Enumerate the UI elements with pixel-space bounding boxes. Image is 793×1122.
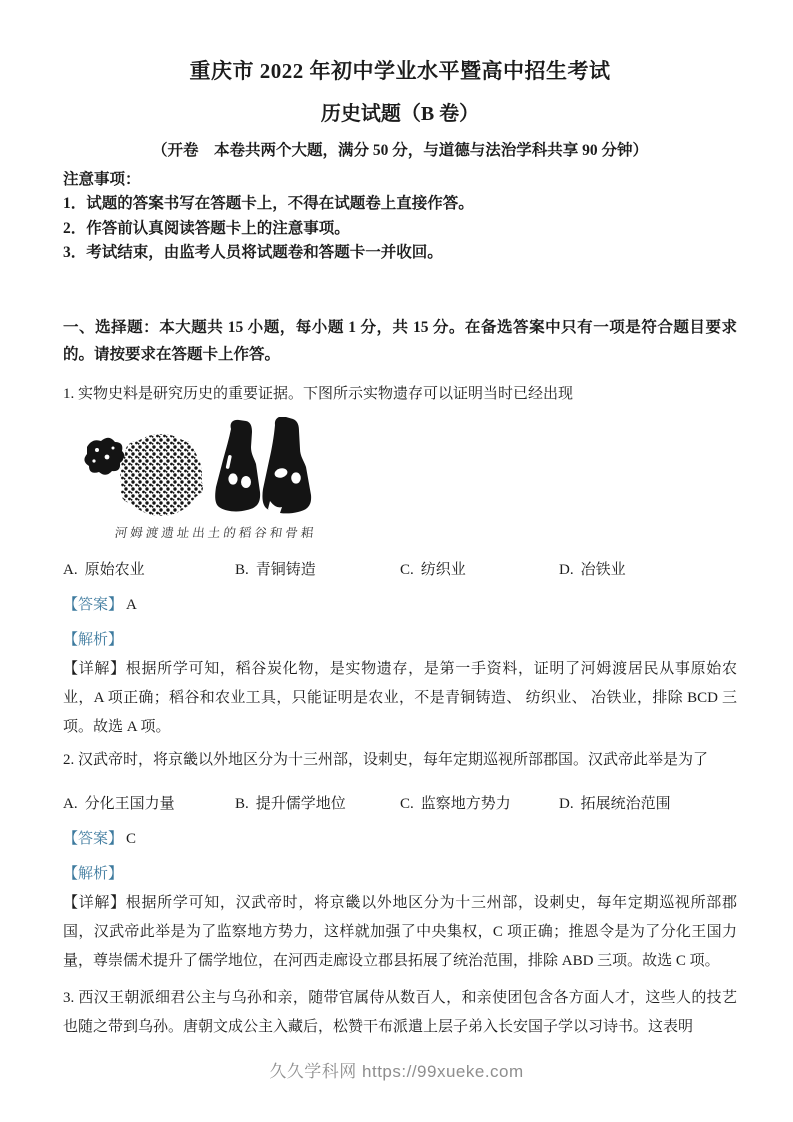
answer-line <box>63 591 737 620</box>
analysis-label: 【解析】 <box>63 632 124 649</box>
rice-grain-cluster-graphic <box>84 438 124 475</box>
question-stem: 2. 汉武帝时，将京畿以外地区分为十三州部，设刺史，每年定期巡视所部郡国。汉武帝此举是为了 <box>63 752 709 769</box>
option-c <box>400 556 559 585</box>
option-text: 分化王国力量 <box>84 796 175 813</box>
question-block-2 <box>63 746 737 976</box>
option-b <box>235 790 400 819</box>
option-label: A. <box>63 562 78 579</box>
analysis-label: 【解析】 <box>63 866 124 883</box>
option-a <box>63 556 235 585</box>
section-heading: 一、选择题：本大题共 15 小题，每小题 1 分，共 15 分。在备选答案中只有一项是符合题目要求的。请按要求在答题卡上作答。 <box>63 319 737 364</box>
option-label: C. <box>400 796 414 813</box>
option-d <box>559 556 626 585</box>
notice-item-1: 1．试题的答案书写在答题卡上，不得在试题卷上直接作答。 <box>63 195 474 212</box>
detail-paragraph: 【详解】根据所学可知，汉武帝时，将京畿以外地区分为十三州部，设刺史，每年定期巡视所部郡国，汉武帝此举是为了监察地方势力，这样就加强了中央集权，C 项正确；推恩令是为了分化王国力量，尊崇儒术提升了儒学地位，在河西走廊设立郡县拓展了统治范围，排除 ABD 三项。故选 C 项。 <box>63 895 737 970</box>
footer-watermark: 久久学科网 https://99xueke.com <box>269 1062 524 1081</box>
exam-info-line: （开卷 本卷共两个大题，满分 50 分，与道德与法治学科共享 90 分钟） <box>151 142 648 159</box>
option-label: A. <box>63 796 78 813</box>
option-c <box>400 790 559 819</box>
options-row <box>63 556 737 585</box>
page-subtitle: 历史试题（B 卷） <box>320 103 480 125</box>
question-stem: 1. 实物史料是研究历史的重要证据。下图所示实物遗存可以证明当时已经出现 <box>63 386 574 403</box>
option-label: B. <box>235 796 249 813</box>
question-block-3 <box>63 984 737 1042</box>
carbonized-rice-ball-graphic <box>120 434 203 516</box>
option-a <box>63 790 235 819</box>
detail-paragraph: 【详解】根据所学可知，稻谷炭化物，是实物遗存，是第一手资料，证明了河姆渡居民从事原始农业，A 项正确；稻谷和农业工具，只能证明是农业，不是青铜铸造、 纺织业、 冶铁业，排除 BCD 三项。故选 A 项。 <box>63 661 737 736</box>
document-content <box>63 0 737 1042</box>
bone-si-tool-right-graphic <box>262 417 311 514</box>
option-text: 提升儒学地位 <box>255 796 346 813</box>
option-b <box>235 556 400 585</box>
answer-label: 【答案】 <box>63 831 124 848</box>
bone-si-tool-left-graphic <box>215 420 260 512</box>
option-d <box>559 790 671 819</box>
figure-hemudu-artifacts <box>75 417 330 541</box>
option-text: 原始农业 <box>84 562 145 579</box>
answer-line <box>63 825 737 854</box>
option-label: D. <box>559 796 574 813</box>
question-stem: 3. 西汉王朝派细君公主与乌孙和亲，随带官属侍从数百人，和亲使团包含各方面人才，这些人的技艺也随之带到乌孙。唐朝文成公主入藏后，松赞干布派遣上层子弟入长安国子学以习诗书。这表明 <box>63 990 737 1036</box>
page-title: 重庆市 2022 年初中学业水平暨高中招生考试 <box>189 59 611 83</box>
answer-label: 【答案】 <box>63 597 124 614</box>
figure-caption: 河姆渡遗址出土的稻谷和骨耜 <box>113 526 318 541</box>
option-text: 青铜铸造 <box>255 562 316 579</box>
option-text: 纺织业 <box>420 562 466 579</box>
option-text: 冶铁业 <box>580 562 626 579</box>
answer-value: A <box>126 597 137 614</box>
notice-item-2: 2．作答前认真阅读答题卡上的注意事项。 <box>63 219 350 237</box>
question-block-1 <box>63 380 737 742</box>
artifacts-illustration <box>75 417 325 521</box>
answer-value: C <box>126 831 137 848</box>
option-label: C. <box>400 562 414 579</box>
option-label: D. <box>559 562 574 579</box>
analysis-line <box>63 860 737 889</box>
notice-item-3: 3．考试结束，由监考人员将试题卷和答题卡一并收回。 <box>63 244 443 262</box>
notice-heading: 注意事项： <box>63 171 141 188</box>
option-label: B. <box>235 562 249 579</box>
analysis-line <box>63 626 737 655</box>
option-text: 拓展统治范围 <box>580 796 671 813</box>
option-text: 监察地方势力 <box>420 796 511 813</box>
options-row <box>63 790 737 819</box>
